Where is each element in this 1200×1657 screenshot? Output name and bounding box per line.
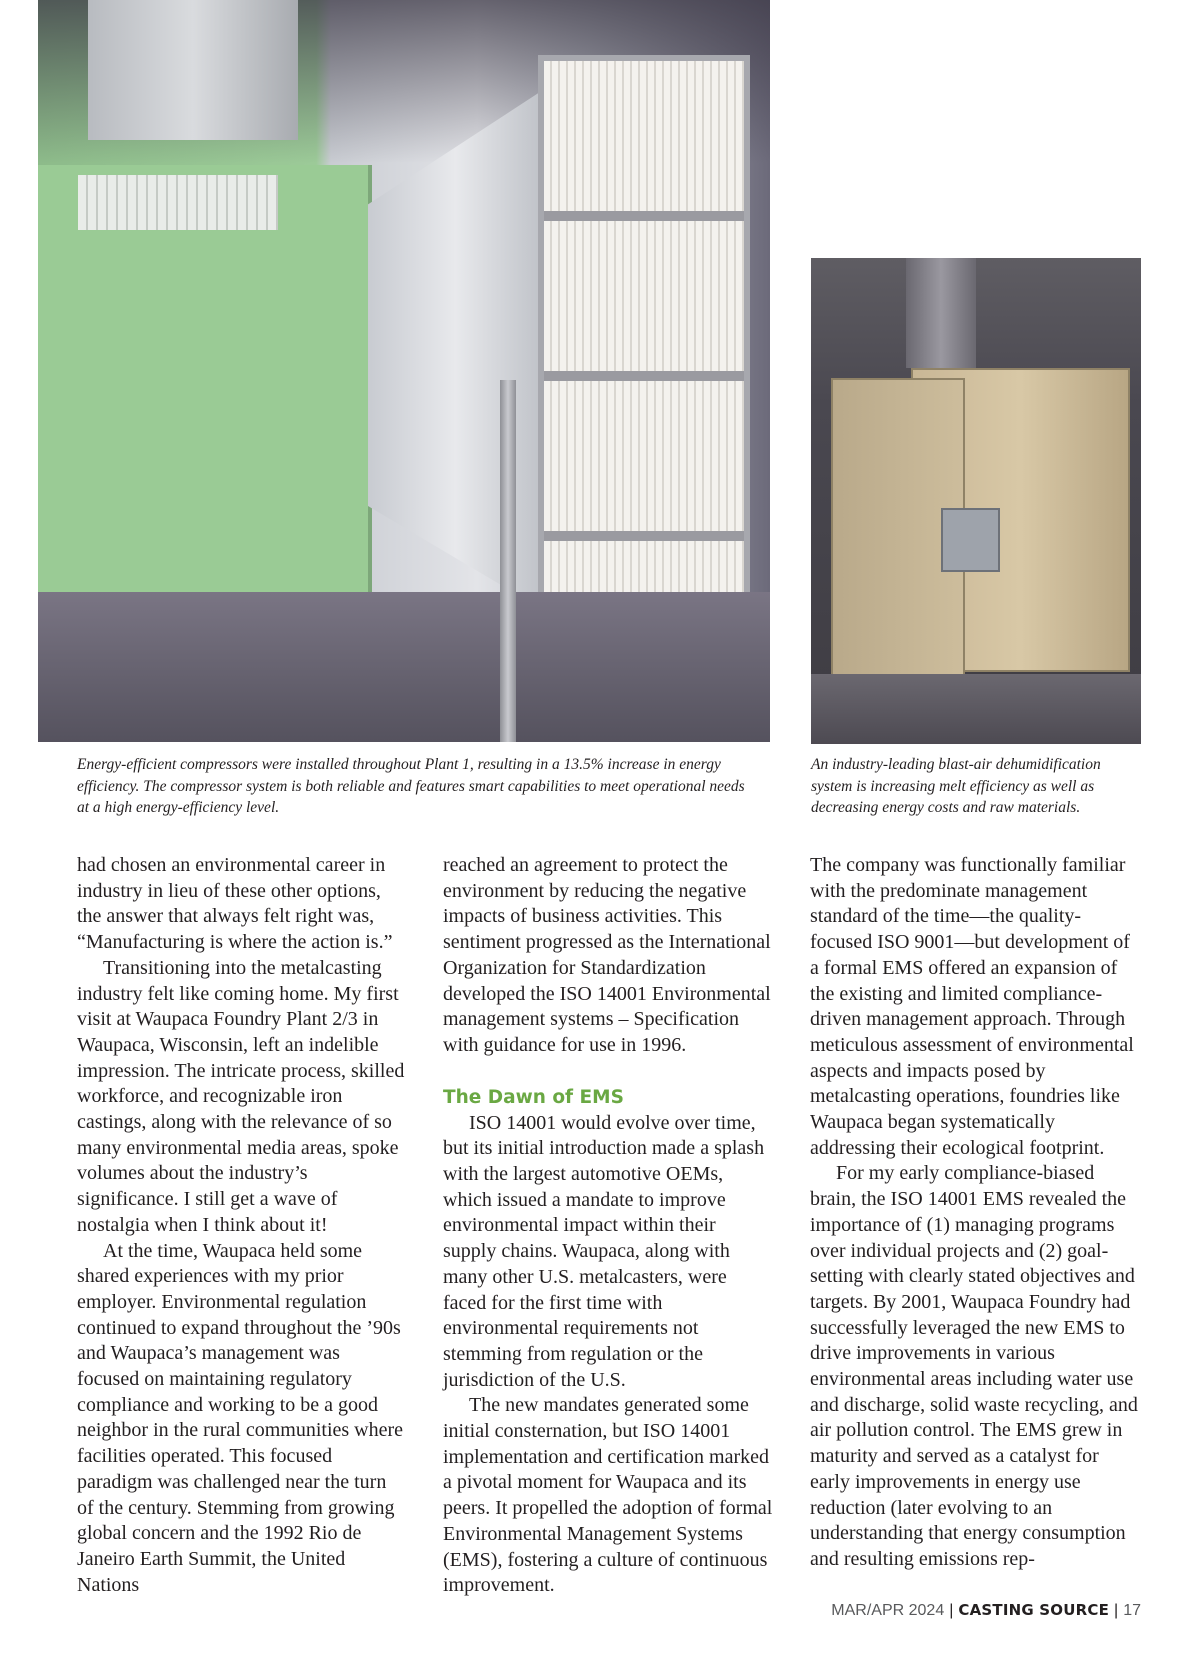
- article-column-1: [77, 853, 407, 1596]
- support-post: [500, 380, 516, 742]
- paragraph: The new mandates generated some initial consternation, but ISO 14001 implementation and certification marked a pivotal moment for Waupaca and its peers. It propelled the adoption of formal Environmental Management Systems (EMS), fostering a culture of continuous improvement.: [443, 1394, 773, 1597]
- duct-transition: [368, 90, 543, 610]
- compressor-photo: [38, 0, 770, 742]
- footer-divider: |: [1114, 1602, 1119, 1619]
- duct: [88, 0, 298, 140]
- section-heading: The Dawn of EMS: [443, 1086, 624, 1108]
- cabinet-vent: [78, 175, 278, 230]
- paragraph: reached an agreement to protect the environment by reducing the negative impacts of business activities. This sentiment progressed as the International Organization for Standardization developed the ISO 14001 Environmental management systems – Specification with guidance for use in 1996.: [443, 854, 771, 1056]
- paragraph: Transitioning into the metalcasting industry felt like coming home. My first visit at Waupaca Foundry Plant 2/3 in Waupaca, Wisconsin, left an indelible impression. The intricate process, skilled workforce, and recognizable iron castings, along with the relevance of so many environmental media areas, spoke volumes about the industry’s significance. I still get a wave of nostalgia when I think about it!: [77, 956, 405, 1236]
- paragraph: At the time, Waupaca held some shared experiences with my prior employer. Environmental regulation continued to expand throughout the ’90s and Waupaca’s management was focused on maintaining regulatory compliance and working to be a good neighbor in the rural communities where facilities operated. This focused paradigm was challenged near the turn of the century. Stemming from growing global concern and the 1992 Rio de Janeiro Earth Summit, the United Nations: [77, 1239, 404, 1596]
- paragraph: had chosen an environmental career in industry in lieu of these other options, the answer that always felt right was, “Manufacturing is where the action is.”: [77, 854, 393, 954]
- paragraph: For my early compliance-biased brain, the ISO 14001 EMS revealed the importance of (1) managing programs over individual projects and (2) goal-setting with clearly stated objectives and targets. By 2001, Waupaca Foundry had successfully leveraged the new EMS to drive improvements in various environmental areas including water use and discharge, solid waste recycling, and air pollution control. The EMS grew in maturity and served as a catalyst for early improvements in energy use reduction (later evolving to an understanding that energy consumption and resulting emissions rep-: [810, 1162, 1138, 1570]
- page-number: 17: [1123, 1602, 1141, 1619]
- dehumidification-photo: [811, 258, 1141, 744]
- publication-name: CASTING SOURCE: [958, 1601, 1110, 1619]
- footer-divider: |: [949, 1602, 954, 1619]
- paragraph: The company was functionally familiar with the predominate management standard of the time—the quality-focused ISO 9001—but development of a formal EMS offered an expansion of the existing and limited compliance-driven management approach. Through meticulous assessment of environmental aspects and impacts posed by metalcasting operations, foundries like Waupaca began systematically addressing their ecological footprint.: [810, 854, 1134, 1159]
- article-column-2: [443, 853, 773, 1597]
- floor: [811, 674, 1141, 744]
- filter-housing: [538, 55, 750, 657]
- issue-date: MAR/APR 2024: [831, 1602, 945, 1619]
- electrical-panel: [941, 508, 1000, 572]
- paragraph: ISO 14001 would evolve over time, but its initial introduction made a splash with the largest automotive OEMs, which issued a mandate to improve environmental impact within their supply chains. Waupaca, along with many other U.S. metalcasters, were faced for the first time with environmental requirements not stemming from regulation or the jurisdiction of the U.S.: [443, 1111, 765, 1391]
- page-footer: [831, 1601, 1141, 1620]
- compressor-cabinet: [38, 165, 372, 655]
- article-column-3: [810, 853, 1140, 1573]
- photo-caption-side: An industry-leading blast-air dehumidification system is increasing melt efficiency as well as decreasing energy costs and raw materials.: [811, 756, 1101, 816]
- floor: [38, 592, 770, 742]
- photo-caption-main: Energy-efficient compressors were installed throughout Plant 1, resulting in a 13.5% increase in energy efficiency. The compressor system is both reliable and features smart capabilities to meet operational needs at a high energy-efficiency level.: [77, 756, 745, 816]
- exhaust-stack: [906, 258, 976, 368]
